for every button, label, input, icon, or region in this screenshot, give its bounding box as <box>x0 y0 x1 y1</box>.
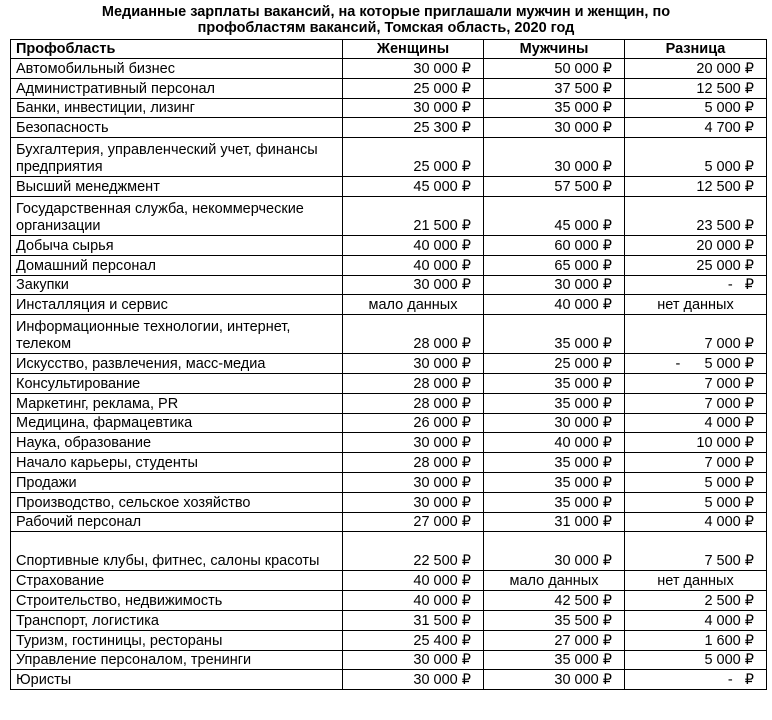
row-profarea: Закупки <box>11 275 343 295</box>
table-row <box>11 492 767 512</box>
row-profarea: Страхование <box>11 571 343 591</box>
row-women: мало данных <box>343 295 484 315</box>
row-women: 30 000 ₽ <box>343 59 484 79</box>
row-men: 65 000 ₽ <box>484 255 625 275</box>
row-profarea: Государственная служба, некоммерческие организации <box>11 196 343 235</box>
salary-table <box>10 39 767 690</box>
table-row <box>11 630 767 650</box>
table-row <box>11 235 767 255</box>
row-profarea: Банки, инвестиции, лизинг <box>11 98 343 118</box>
row-women: 26 000 ₽ <box>343 413 484 433</box>
row-profarea: Юристы <box>11 670 343 690</box>
table-body <box>11 59 767 690</box>
row-difference: 4 700 ₽ <box>625 118 767 138</box>
row-women: 30 000 ₽ <box>343 492 484 512</box>
table-row <box>11 413 767 433</box>
table-row <box>11 196 767 235</box>
table-row <box>11 275 767 295</box>
row-profarea: Высший менеджмент <box>11 177 343 197</box>
row-profarea: Бухгалтерия, управленческий учет, финансы предприятия <box>11 138 343 177</box>
row-men: 40 000 ₽ <box>484 295 625 315</box>
table-row <box>11 650 767 670</box>
row-profarea: Автомобильный бизнес <box>11 59 343 79</box>
row-profarea: Управление персоналом, тренинги <box>11 650 343 670</box>
row-difference: 7 000 ₽ <box>625 373 767 393</box>
row-women: 40 000 ₽ <box>343 571 484 591</box>
row-women: 30 000 ₽ <box>343 98 484 118</box>
row-women: 25 000 ₽ <box>343 78 484 98</box>
row-women: 28 000 ₽ <box>343 453 484 473</box>
row-difference: 7 000 ₽ <box>625 453 767 473</box>
row-profarea: Спортивные клубы, фитнес, салоны красоты <box>11 532 343 571</box>
table-row <box>11 453 767 473</box>
row-difference: нет данных <box>625 295 767 315</box>
row-difference: 20 000 ₽ <box>625 59 767 79</box>
row-profarea: Административный персонал <box>11 78 343 98</box>
row-men: 40 000 ₽ <box>484 433 625 453</box>
row-men: 60 000 ₽ <box>484 235 625 255</box>
row-difference: - ₽ <box>625 275 767 295</box>
row-profarea: Туризм, гостиницы, рестораны <box>11 630 343 650</box>
table-row <box>11 591 767 611</box>
table-row <box>11 532 767 571</box>
header-difference: Разница <box>625 40 767 59</box>
table-row <box>11 571 767 591</box>
table-row <box>11 315 767 354</box>
row-difference: 4 000 ₽ <box>625 413 767 433</box>
row-profarea: Безопасность <box>11 118 343 138</box>
row-men: 30 000 ₽ <box>484 275 625 295</box>
row-men: 35 000 ₽ <box>484 98 625 118</box>
row-women: 30 000 ₽ <box>343 650 484 670</box>
row-profarea: Строительство, недвижимость <box>11 591 343 611</box>
row-profarea: Медицина, фармацевтика <box>11 413 343 433</box>
row-difference: 5 000 ₽ <box>625 98 767 118</box>
row-men: 30 000 ₽ <box>484 138 625 177</box>
table-row <box>11 472 767 492</box>
row-men: 30 000 ₽ <box>484 118 625 138</box>
row-women: 25 000 ₽ <box>343 138 484 177</box>
table-row <box>11 354 767 374</box>
row-women: 21 500 ₽ <box>343 196 484 235</box>
row-difference: 5 000 ₽ <box>625 492 767 512</box>
row-women: 31 500 ₽ <box>343 610 484 630</box>
row-difference: 4 000 ₽ <box>625 610 767 630</box>
row-men: 35 000 ₽ <box>484 393 625 413</box>
row-profarea: Начало карьеры, студенты <box>11 453 343 473</box>
row-men: 35 000 ₽ <box>484 650 625 670</box>
row-profarea: Домашний персонал <box>11 255 343 275</box>
table-row <box>11 670 767 690</box>
table-row <box>11 118 767 138</box>
row-difference: 7 000 ₽ <box>625 393 767 413</box>
title-line-2: профобластям вакансий, Томская область, 2020 год <box>197 20 575 36</box>
row-men: 27 000 ₽ <box>484 630 625 650</box>
row-men: 35 000 ₽ <box>484 453 625 473</box>
row-men: 42 500 ₽ <box>484 591 625 611</box>
row-men: 45 000 ₽ <box>484 196 625 235</box>
row-difference: 12 500 ₽ <box>625 177 767 197</box>
row-men: 35 000 ₽ <box>484 492 625 512</box>
row-difference: 23 500 ₽ <box>625 196 767 235</box>
row-difference: 5 000 ₽ <box>625 650 767 670</box>
header-profarea: Профобласть <box>11 40 343 59</box>
table-row <box>11 59 767 79</box>
row-profarea: Транспорт, логистика <box>11 610 343 630</box>
row-difference: 7 500 ₽ <box>625 532 767 571</box>
table-row <box>11 373 767 393</box>
row-difference: 20 000 ₽ <box>625 235 767 255</box>
row-men: 30 000 ₽ <box>484 670 625 690</box>
row-women: 30 000 ₽ <box>343 354 484 374</box>
header-men: Мужчины <box>484 40 625 59</box>
row-women: 25 300 ₽ <box>343 118 484 138</box>
row-difference: 25 000 ₽ <box>625 255 767 275</box>
row-difference: 7 000 ₽ <box>625 315 767 354</box>
row-difference: 5 000 ₽ <box>625 472 767 492</box>
title-line-1: Медианные зарплаты вакансий, на которые приглашали мужчин и женщин, по <box>101 4 671 20</box>
row-profarea: Маркетинг, реклама, PR <box>11 393 343 413</box>
table-row <box>11 433 767 453</box>
row-women: 45 000 ₽ <box>343 177 484 197</box>
table-row <box>11 255 767 275</box>
header-row <box>11 40 767 59</box>
row-profarea: Продажи <box>11 472 343 492</box>
row-men: 35 000 ₽ <box>484 373 625 393</box>
table-row <box>11 78 767 98</box>
row-difference: 2 500 ₽ <box>625 591 767 611</box>
row-men: мало данных <box>484 571 625 591</box>
row-difference: 12 500 ₽ <box>625 78 767 98</box>
document-title <box>0 4 772 36</box>
row-profarea: Производство, сельское хозяйство <box>11 492 343 512</box>
row-profarea: Консультирование <box>11 373 343 393</box>
row-women: 30 000 ₽ <box>343 275 484 295</box>
table-row <box>11 393 767 413</box>
row-men: 31 000 ₽ <box>484 512 625 532</box>
row-profarea: Инсталляция и сервис <box>11 295 343 315</box>
row-men: 35 500 ₽ <box>484 610 625 630</box>
row-difference: 5 000 ₽ <box>625 138 767 177</box>
row-profarea: Рабочий персонал <box>11 512 343 532</box>
table-row <box>11 512 767 532</box>
row-women: 28 000 ₽ <box>343 393 484 413</box>
row-women: 30 000 ₽ <box>343 472 484 492</box>
row-women: 22 500 ₽ <box>343 532 484 571</box>
row-women: 28 000 ₽ <box>343 315 484 354</box>
row-profarea: Наука, образование <box>11 433 343 453</box>
row-profarea: Искусство, развлечения, масс-медиа <box>11 354 343 374</box>
row-women: 40 000 ₽ <box>343 235 484 255</box>
row-men: 30 000 ₽ <box>484 413 625 433</box>
row-difference: - ₽ <box>625 670 767 690</box>
row-difference: нет данных <box>625 571 767 591</box>
row-difference: 10 000 ₽ <box>625 433 767 453</box>
row-difference: 1 600 ₽ <box>625 630 767 650</box>
row-difference: 4 000 ₽ <box>625 512 767 532</box>
table-row <box>11 138 767 177</box>
table-row <box>11 295 767 315</box>
row-men: 57 500 ₽ <box>484 177 625 197</box>
row-women: 30 000 ₽ <box>343 433 484 453</box>
row-women: 25 400 ₽ <box>343 630 484 650</box>
row-women: 30 000 ₽ <box>343 670 484 690</box>
row-men: 25 000 ₽ <box>484 354 625 374</box>
table-row <box>11 610 767 630</box>
row-men: 37 500 ₽ <box>484 78 625 98</box>
row-men: 30 000 ₽ <box>484 532 625 571</box>
table-row <box>11 98 767 118</box>
row-difference: - 5 000 ₽ <box>625 354 767 374</box>
row-profarea: Добыча сырья <box>11 235 343 255</box>
row-profarea: Информационные технологии, интернет, телеком <box>11 315 343 354</box>
row-men: 35 000 ₽ <box>484 315 625 354</box>
row-men: 35 000 ₽ <box>484 472 625 492</box>
row-women: 27 000 ₽ <box>343 512 484 532</box>
row-women: 28 000 ₽ <box>343 373 484 393</box>
header-women: Женщины <box>343 40 484 59</box>
row-women: 40 000 ₽ <box>343 591 484 611</box>
row-women: 40 000 ₽ <box>343 255 484 275</box>
table-row <box>11 177 767 197</box>
row-men: 50 000 ₽ <box>484 59 625 79</box>
